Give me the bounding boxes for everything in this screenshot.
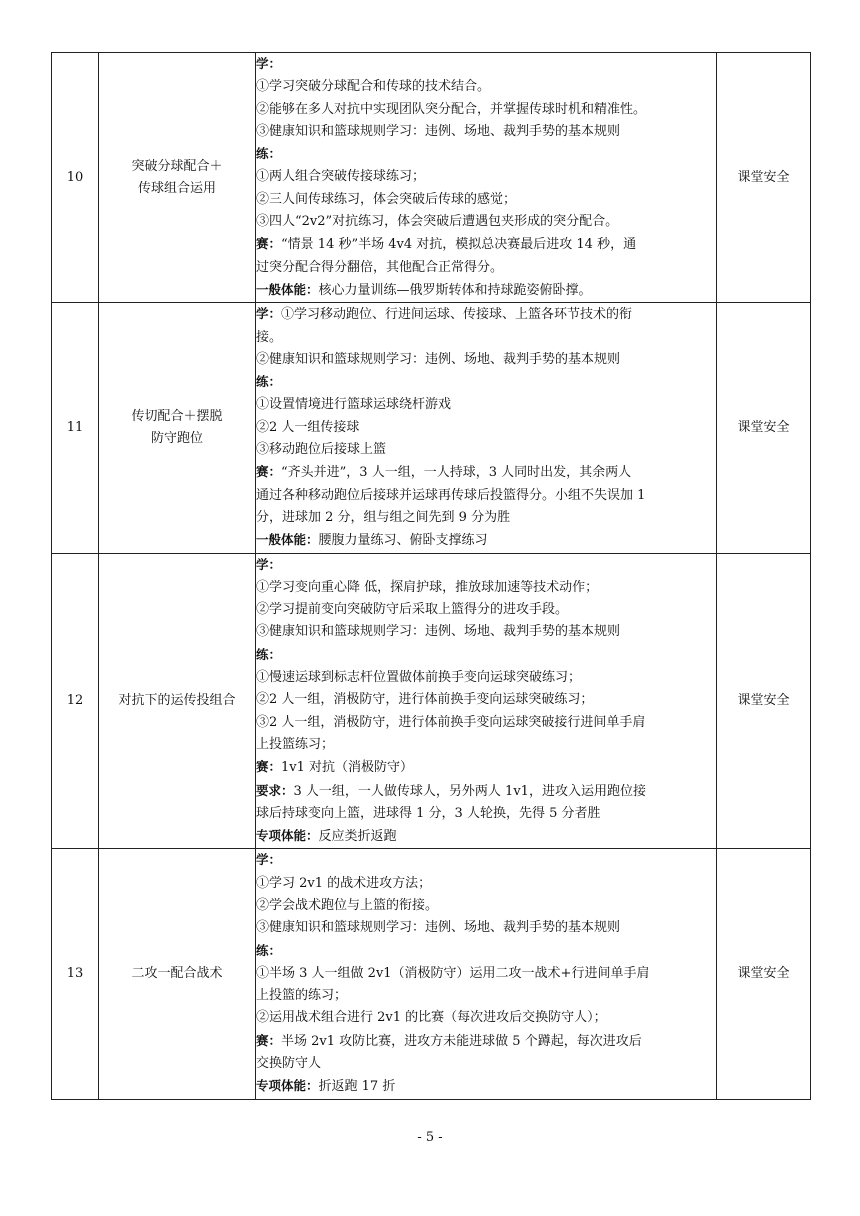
content-line bbox=[256, 689, 716, 711]
content-line bbox=[256, 327, 716, 349]
lesson-topic-line: 传切配合＋摆脱 bbox=[131, 408, 223, 424]
section-label: 学： bbox=[256, 852, 282, 868]
content-text: ①学习 2v1 的战术进攻方法； bbox=[256, 875, 432, 891]
lesson-number: 12 bbox=[52, 553, 99, 849]
content-text: 3 人一组，一人做传球人，另外两人 1v1，进攻入运用跑位接 bbox=[293, 783, 646, 799]
content-line bbox=[256, 53, 716, 76]
lesson-number: 10 bbox=[52, 53, 99, 303]
page-number: - 5 - bbox=[417, 1130, 443, 1145]
content-line bbox=[256, 803, 716, 825]
content-text: “情景 14 秒”半场 4v4 对抗，模拟总决赛最后进攻 14 秒，通 bbox=[281, 237, 637, 253]
safety-note: 课堂安全 bbox=[717, 553, 811, 849]
section-label: 一般体能： bbox=[256, 281, 319, 297]
content-text: 交换防守人 bbox=[256, 1056, 322, 1072]
content-text: ③健康知识和篮球规则学习：违例、场地、裁判手势的基本规则 bbox=[256, 624, 621, 640]
content-line bbox=[256, 257, 716, 279]
content-text: ①两人组合突破传接球练习； bbox=[256, 169, 426, 185]
section-label: 赛： bbox=[256, 236, 282, 252]
section-label: 赛： bbox=[256, 464, 282, 480]
content-line bbox=[256, 895, 716, 917]
lesson-topic bbox=[99, 303, 256, 553]
content-text: 半场 2v1 攻防比赛，进攻方未能进球做 5 个蹲起，每次进攻后 bbox=[281, 1033, 642, 1049]
content-line bbox=[256, 461, 716, 484]
content-line bbox=[256, 211, 716, 233]
content-line bbox=[256, 439, 716, 461]
content-text: 核心力量训练—俄罗斯转体和持球跪姿俯卧撑。 bbox=[318, 282, 592, 298]
section-label: 学： bbox=[256, 556, 282, 572]
safety-note: 课堂安全 bbox=[717, 303, 811, 553]
lesson-content bbox=[256, 53, 717, 303]
section-label: 学： bbox=[256, 56, 282, 71]
content-line bbox=[256, 1053, 716, 1075]
content-text: ①学习移动跑位、行进间运球、传接球、上篮各环节技术的衔 bbox=[281, 307, 633, 323]
content-text: ②能够在多人对抗中实现团队突分配合，并掌握传球时机和精准性。 bbox=[256, 101, 647, 117]
content-line bbox=[256, 166, 716, 188]
lesson-topic bbox=[99, 849, 256, 1099]
content-line bbox=[256, 963, 716, 985]
content-line bbox=[256, 599, 716, 621]
section-label: 一般体能： bbox=[256, 532, 319, 548]
lesson-plan-table bbox=[51, 52, 811, 1100]
content-line bbox=[256, 121, 716, 143]
content-line bbox=[256, 76, 716, 98]
lesson-topic-line: 突破分球配合＋ bbox=[131, 158, 223, 174]
content-line bbox=[256, 189, 716, 211]
content-line bbox=[256, 143, 716, 166]
content-line bbox=[256, 99, 716, 121]
content-line bbox=[256, 554, 716, 577]
content-line bbox=[256, 507, 716, 529]
content-line bbox=[256, 303, 716, 326]
section-label: 练： bbox=[256, 374, 282, 390]
content-text: 球后持球变向上篮，进球得 1 分，3 人轮换，先得 5 分者胜 bbox=[256, 805, 601, 821]
content-text: 上投篮的练习； bbox=[256, 988, 348, 1004]
content-text: 1v1 对抗（消极防守） bbox=[281, 760, 414, 776]
content-text: 接。 bbox=[256, 329, 283, 345]
content-text: ①学习变向重心降 低，探肩护球，推放球加速等技术动作； bbox=[256, 579, 599, 595]
content-text: ②2 人一组，消极防守，进行体前换手变向运球突破练习； bbox=[256, 692, 594, 708]
content-line bbox=[256, 756, 716, 779]
content-text: ①半场 3 人一组做 2v1（消极防守）运用二攻一战术+行进间单手肩 bbox=[256, 965, 650, 981]
lesson-topic bbox=[99, 53, 256, 303]
section-label: 专项体能： bbox=[256, 828, 319, 844]
content-line bbox=[256, 349, 716, 371]
content-line bbox=[256, 734, 716, 756]
content-line bbox=[256, 917, 716, 939]
content-text: 腰腹力量练习、俯卧支撑练习 bbox=[318, 533, 488, 549]
section-label: 学： bbox=[256, 306, 282, 322]
content-text: “齐头并进”，3 人一组，一人持球，3 人同时出发，其余两人 bbox=[281, 465, 632, 481]
section-label: 要求： bbox=[256, 782, 294, 798]
content-text: ②学习提前变向突破防守后采取上篮得分的进攻手段。 bbox=[256, 602, 569, 618]
lesson-plan-body bbox=[52, 53, 811, 1100]
lesson-topic-line: 对抗下的运传投组合 bbox=[118, 692, 236, 708]
safety-note: 课堂安全 bbox=[717, 53, 811, 303]
content-text: ①学习突破分球配合和传球的技术结合。 bbox=[256, 79, 491, 95]
content-line bbox=[256, 417, 716, 439]
content-line bbox=[256, 644, 716, 667]
content-text: ②三人间传球练习，体会突破后传球的感觉； bbox=[256, 191, 517, 207]
content-text: 分，进球加 2 分，组与组之间先到 9 分为胜 bbox=[256, 509, 511, 525]
content-text: ②学会战术跑位与上篮的衔接。 bbox=[256, 897, 439, 913]
lesson-content bbox=[256, 553, 717, 849]
content-text: ③健康知识和篮球规则学习：违例、场地、裁判手势的基本规则 bbox=[256, 920, 621, 936]
content-text: ①设置情境进行篮球运球绕杆游戏 bbox=[256, 397, 452, 413]
content-line bbox=[256, 233, 716, 256]
safety-note: 课堂安全 bbox=[717, 849, 811, 1099]
content-text: 反应类折返跑 bbox=[318, 829, 397, 845]
content-line bbox=[256, 621, 716, 643]
content-line bbox=[256, 825, 716, 848]
lesson-content bbox=[256, 303, 717, 553]
lesson-topic-line: 二攻一配合战术 bbox=[131, 966, 223, 982]
content-line bbox=[256, 667, 716, 689]
content-line bbox=[256, 985, 716, 1007]
content-line bbox=[256, 712, 716, 734]
content-line bbox=[256, 577, 716, 599]
table-row bbox=[52, 849, 811, 1099]
section-label: 赛： bbox=[256, 759, 282, 775]
content-text: ③四人“2v2”对抗练习，体会突破后遭遇包夹形成的突分配合。 bbox=[256, 214, 619, 230]
content-text: 折返跑 17 折 bbox=[318, 1079, 396, 1095]
content-line bbox=[256, 485, 716, 507]
content-text: ③2 人一组，消极防守，进行体前换手变向运球突破接行进间单手肩 bbox=[256, 714, 646, 730]
content-line bbox=[256, 873, 716, 895]
section-label: 练： bbox=[256, 646, 282, 662]
content-text: 过突分配合得分翻倍，其他配合正常得分。 bbox=[256, 259, 504, 275]
section-label: 赛： bbox=[256, 1032, 282, 1048]
content-line bbox=[256, 1075, 716, 1098]
lesson-topic-line: 传球组合运用 bbox=[137, 180, 216, 196]
content-line bbox=[256, 940, 716, 963]
content-text: ②2 人一组传接球 bbox=[256, 419, 360, 435]
table-row bbox=[52, 53, 811, 303]
lesson-topic-line: 防守跑位 bbox=[150, 430, 203, 446]
content-text: ②运用战术组合进行 2v1 的比赛（每次进攻后交换防守人）； bbox=[256, 1010, 607, 1026]
table-row bbox=[52, 303, 811, 553]
content-text: ②健康知识和篮球规则学习：违例、场地、裁判手势的基本规则 bbox=[256, 351, 621, 367]
content-text: ③移动跑位后接球上篮 bbox=[256, 442, 387, 458]
lesson-content bbox=[256, 849, 717, 1099]
section-label: 练： bbox=[256, 146, 282, 162]
content-text: ③健康知识和篮球规则学习：违例、场地、裁判手势的基本规则 bbox=[256, 123, 621, 139]
content-line bbox=[256, 780, 716, 803]
section-label: 练： bbox=[256, 942, 282, 958]
content-line bbox=[256, 371, 716, 394]
content-line bbox=[256, 1007, 716, 1029]
lesson-topic bbox=[99, 553, 256, 849]
section-label: 专项体能： bbox=[256, 1078, 319, 1094]
table-row bbox=[52, 553, 811, 849]
content-line bbox=[256, 394, 716, 416]
content-line bbox=[256, 529, 716, 552]
lesson-number: 11 bbox=[52, 303, 99, 553]
lesson-number: 13 bbox=[52, 849, 99, 1099]
content-line bbox=[256, 1030, 716, 1053]
content-line bbox=[256, 279, 716, 302]
content-text: 通过各种移动跑位后接球并运球再传球后投篮得分。小组不失误加 1 bbox=[256, 487, 646, 503]
content-line bbox=[256, 849, 716, 872]
content-text: 上投篮练习； bbox=[256, 736, 335, 752]
content-text: ①慢速运球到标志杆位置做体前换手变向运球突破练习； bbox=[256, 670, 582, 686]
